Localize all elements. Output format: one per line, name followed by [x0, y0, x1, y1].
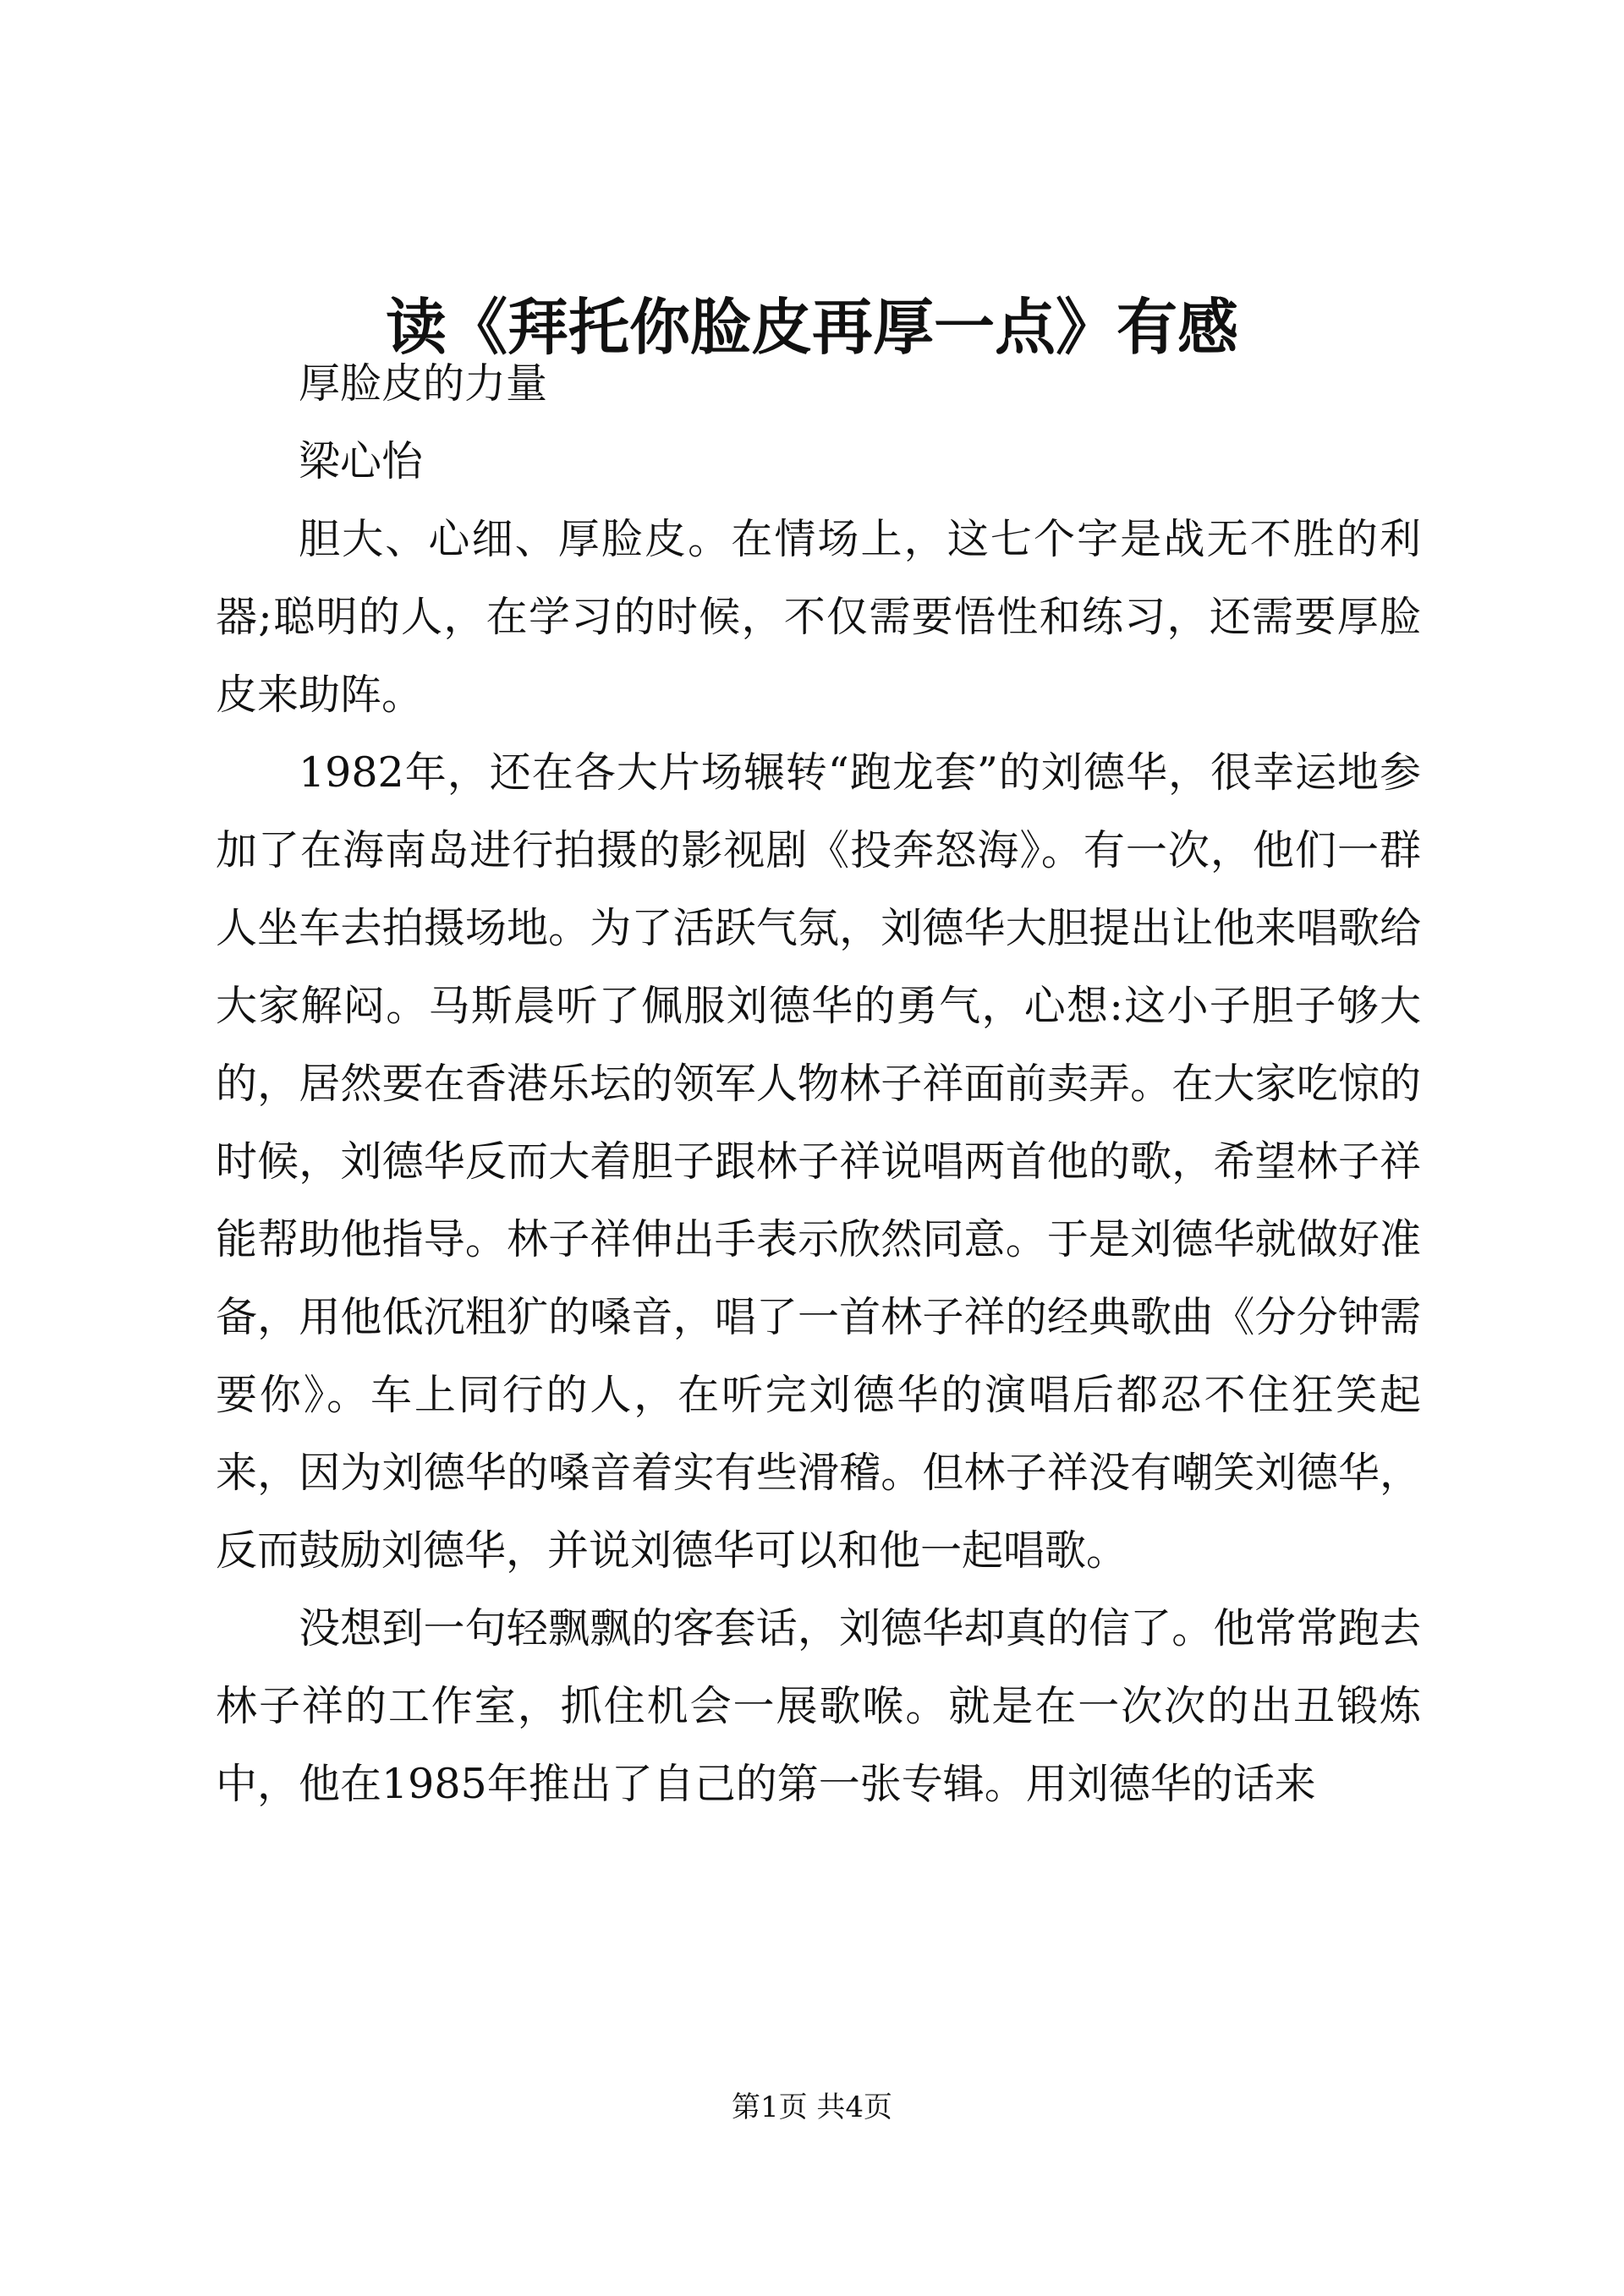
author-name: 梁心怡	[299, 437, 424, 485]
page-footer: 第1页 共4页	[731, 2091, 893, 2124]
paragraph: 没想到一句轻飘飘的客套话，刘德华却真的信了。他常常跑去林子祥的工作室，抓住机会一展歌喉。就是在一次次的出丑锻炼中，他在1985年推出了自己的第一张专辑。用刘德华的话来	[216, 1604, 1421, 1808]
document-body	[216, 345, 1421, 1823]
paragraph: 1982年，还在各大片场辗转“跑龙套”的刘德华，很幸运地参加了在海南岛进行拍摄的影视剧《投奔怒海》。有一次，他们一群人坐车去拍摄场地。为了活跃气氛，刘德华大胆提出让他来唱歌给大家解闷。马斯晨听了佩服刘德华的勇气，心想:这小子胆子够大的，居然要在香港乐坛的领军人物林子祥面前卖弄。在大家吃惊的时候，刘德华反而大着胆子跟林子祥说唱两首他的歌，希望林子祥能帮助他指导。林子祥伸出手表示欣然同意。于是刘德华就做好准备，用他低沉粗犷的嗓音，唱了一首林子祥的经典歌曲《分分钟需要你》。车上同行的人，在听完刘德华的演唱后都忍不住狂笑起来，因为刘德华的嗓音着实有些滑稽。但林子祥没有嘲笑刘德华，反而鼓励刘德华，并说刘德华可以和他一起唱歌。	[216, 748, 1421, 1575]
subtitle: 厚脸皮的力量	[299, 359, 548, 408]
document-title: 读《拜托你脸皮再厚一点》有感	[385, 291, 1238, 363]
paragraph: 胆大、心细、厚脸皮。在情场上，这七个字是战无不胜的利器;聪明的人，在学习的时候，不仅需要悟性和练习，还需要厚脸皮来助阵。	[216, 515, 1421, 719]
